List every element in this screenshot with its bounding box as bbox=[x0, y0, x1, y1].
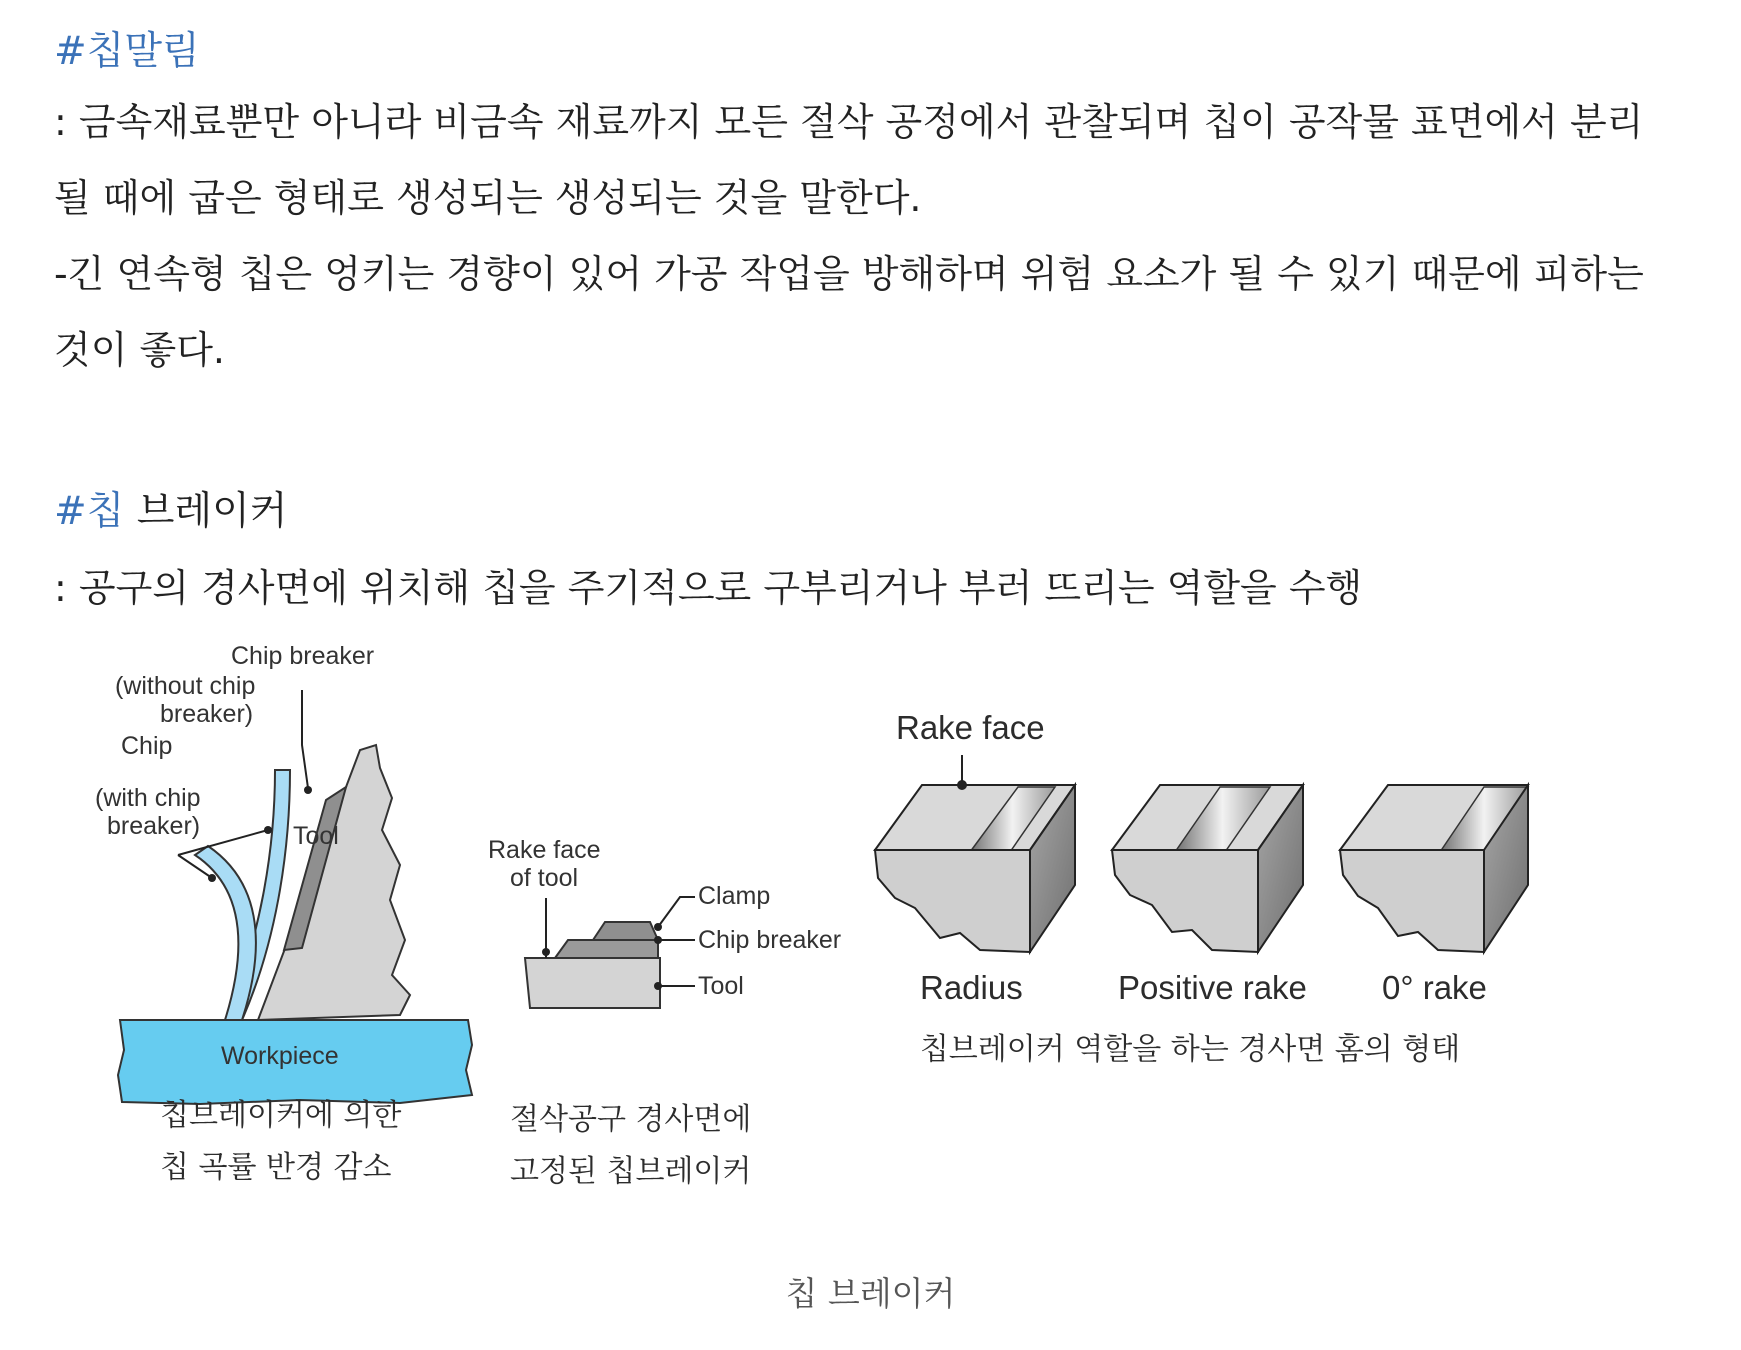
caption-line: 고정된 칩브레이커 bbox=[510, 1154, 752, 1189]
label-zero-rake: 0° rake bbox=[1382, 969, 1487, 1006]
text-line: 될 때에 굽은 형태로 생성되는 생성되는 것을 말한다. bbox=[54, 176, 922, 220]
figure-caption: 칩 브레이커 bbox=[785, 1274, 956, 1313]
label-rake-face: Rake face bbox=[896, 709, 1045, 746]
paragraph-chip-breaker bbox=[54, 550, 1694, 626]
insert-tool-shape bbox=[525, 958, 660, 1008]
heading-chip-curling bbox=[54, 28, 200, 76]
label-rake-face-of-tool-2: of tool bbox=[510, 864, 579, 892]
hashtag-chip-curling[interactable]: #칩말림 bbox=[54, 29, 200, 74]
label-without-chip-breaker-1: (without chip bbox=[115, 672, 256, 700]
label-workpiece: Workpiece bbox=[221, 1042, 339, 1070]
label-rake-face-of-tool-1: Rake face bbox=[488, 836, 601, 864]
chip-breaker-figure bbox=[95, 642, 1720, 1250]
text-line: : 금속재료뿐만 아니라 비금속 재료까지 모든 절삭 공정에서 관찰되며 칩이 공작물 표면에서 분리 bbox=[54, 100, 1644, 144]
text-line: 것이 좋다. bbox=[54, 328, 225, 372]
label-insert-chip-breaker: Chip breaker bbox=[698, 926, 842, 954]
caption-panel3: 칩브레이커 역할을 하는 경사면 홈의 형태 bbox=[919, 1032, 1461, 1067]
caption-panel1 bbox=[160, 1090, 402, 1194]
insert-radius bbox=[875, 755, 1075, 952]
insert-positive-rake bbox=[1112, 785, 1303, 952]
heading-chip-breaker bbox=[54, 488, 287, 536]
caption-line: 절삭공구 경사면에 bbox=[510, 1102, 752, 1137]
label-chip-breaker: Chip breaker bbox=[231, 642, 375, 670]
label-with-chip-breaker-1: (with chip bbox=[95, 784, 201, 812]
text-line: : 공구의 경사면에 위치해 칩을 주기적으로 구부리거나 부러 뜨리는 역할을 수행 bbox=[54, 566, 1363, 610]
label-insert-tool: Tool bbox=[698, 972, 744, 1000]
paragraph-chip-curling bbox=[54, 84, 1694, 388]
heading-rest: 브레이커 bbox=[124, 489, 288, 534]
text-line: -긴 연속형 칩은 엉키는 경향이 있어 가공 작업을 방해하며 위험 요소가 될 수 있기 때문에 피하는 bbox=[54, 252, 1644, 296]
label-with-chip-breaker-2: breaker) bbox=[107, 812, 201, 840]
label-chip: Chip bbox=[121, 732, 173, 760]
insert-clamp-shape bbox=[593, 922, 658, 940]
label-clamp: Clamp bbox=[698, 882, 771, 910]
hashtag-chip[interactable]: #칩 bbox=[54, 489, 125, 534]
label-tool: Tool bbox=[293, 822, 339, 850]
insert-zero-rake bbox=[1340, 785, 1528, 952]
insert-chip-breaker-shape bbox=[555, 940, 658, 958]
caption-line: 칩브레이커에 의한 bbox=[160, 1098, 402, 1133]
label-radius: Radius bbox=[920, 969, 1023, 1006]
caption-panel2 bbox=[510, 1094, 752, 1198]
caption-line: 칩 곡률 반경 감소 bbox=[160, 1150, 392, 1185]
panel-clamp-chip-breaker bbox=[525, 897, 695, 1008]
leader-chip-breaker bbox=[302, 690, 308, 788]
panel-groove-shapes bbox=[875, 755, 1528, 952]
label-without-chip-breaker-2: breaker) bbox=[160, 700, 254, 728]
label-positive-rake: Positive rake bbox=[1118, 969, 1307, 1006]
